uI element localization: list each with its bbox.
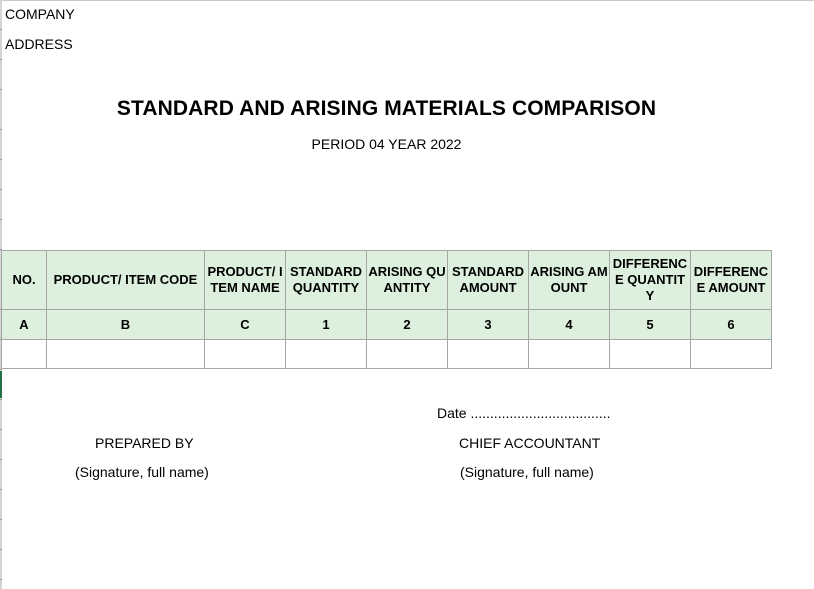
- chief-accountant-label[interactable]: CHIEF ACCOUNTANT: [459, 435, 601, 451]
- chief-accountant-signature[interactable]: (Signature, full name): [460, 464, 594, 480]
- code-cell[interactable]: 2: [367, 310, 448, 340]
- row-divider: [0, 159, 2, 160]
- row-divider: [0, 489, 2, 490]
- empty-cell[interactable]: [610, 340, 691, 369]
- header-cell-difference-quantity[interactable]: DIFFERENCE QUANTITY: [610, 251, 691, 310]
- company-name[interactable]: COMPANY: [5, 6, 75, 22]
- empty-cell[interactable]: [367, 340, 448, 369]
- header-cell-no[interactable]: NO.: [2, 251, 47, 310]
- table-row: [2, 340, 772, 369]
- header-cell-standard-amount[interactable]: STANDARD AMOUNT: [448, 251, 529, 310]
- empty-cell[interactable]: [448, 340, 529, 369]
- empty-cell[interactable]: [286, 340, 367, 369]
- table-code-row: [2, 310, 772, 340]
- row-divider: [0, 189, 2, 190]
- date-line[interactable]: Date ....................................: [437, 405, 611, 421]
- report-period[interactable]: PERIOD 04 YEAR 2022: [311, 136, 462, 152]
- header-cell-difference-amount[interactable]: DIFFERENCE AMOUNT: [691, 251, 772, 310]
- row-divider: [0, 29, 2, 30]
- row-divider: [0, 89, 2, 90]
- row-divider: [0, 129, 2, 130]
- row-divider: [0, 369, 2, 370]
- row-divider: [0, 579, 2, 580]
- code-cell[interactable]: B: [47, 310, 205, 340]
- row-divider: [0, 399, 2, 400]
- code-cell[interactable]: A: [2, 310, 47, 340]
- empty-cell[interactable]: [47, 340, 205, 369]
- table-header-row: [2, 251, 772, 310]
- comparison-table: [1, 250, 772, 369]
- company-address[interactable]: ADDRESS: [5, 36, 73, 52]
- header-cell-item-code[interactable]: PRODUCT/ ITEM CODE: [47, 251, 205, 310]
- row-divider: [0, 59, 2, 60]
- empty-cell[interactable]: [529, 340, 610, 369]
- empty-cell[interactable]: [205, 340, 286, 369]
- row-divider: [0, 429, 2, 430]
- code-cell[interactable]: 6: [691, 310, 772, 340]
- row-divider: [0, 219, 2, 220]
- header-cell-arising-quantity[interactable]: ARISING QUANTITY: [367, 251, 448, 310]
- header-cell-arising-amount[interactable]: ARISING AMOUNT: [529, 251, 610, 310]
- prepared-by-signature[interactable]: (Signature, full name): [75, 464, 209, 480]
- code-cell[interactable]: C: [205, 310, 286, 340]
- code-cell[interactable]: 5: [610, 310, 691, 340]
- empty-cell[interactable]: [691, 340, 772, 369]
- row-divider: [0, 459, 2, 460]
- row-divider: [0, 519, 2, 520]
- sheet-top-border: [0, 0, 814, 1]
- header-cell-item-name[interactable]: PRODUCT/ ITEM NAME: [205, 251, 286, 310]
- code-cell[interactable]: 4: [529, 310, 610, 340]
- code-cell[interactable]: 3: [448, 310, 529, 340]
- prepared-by-label[interactable]: PREPARED BY: [95, 435, 194, 451]
- empty-cell[interactable]: [2, 340, 47, 369]
- selected-row-indicator: [0, 371, 2, 398]
- row-divider: [0, 549, 2, 550]
- report-title[interactable]: STANDARD AND ARISING MATERIALS COMPARISON: [116, 97, 657, 120]
- code-cell[interactable]: 1: [286, 310, 367, 340]
- header-cell-standard-quantity[interactable]: STANDARD QUANTITY: [286, 251, 367, 310]
